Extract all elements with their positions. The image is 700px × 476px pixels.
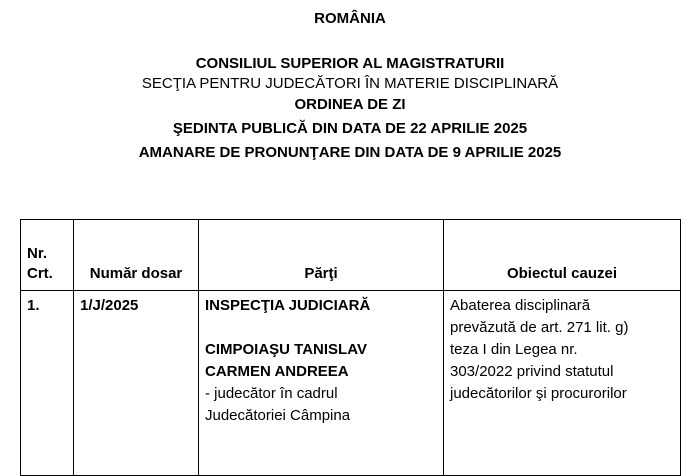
column-header-parties bbox=[199, 220, 444, 291]
section-title: SECŢIA PENTRU JUDECĂTORI ÎN MATERIE DISCIPLINARĂ bbox=[141, 75, 559, 92]
column-header-nr-line2: Crt. bbox=[27, 265, 53, 282]
column-header-file-number-label: Număr dosar bbox=[89, 265, 183, 282]
cell-subject bbox=[444, 291, 681, 476]
cell-parties bbox=[199, 291, 444, 476]
file-number: 1/J/2025 bbox=[80, 297, 139, 314]
table-header-row bbox=[21, 220, 681, 291]
column-header-file-number bbox=[74, 220, 199, 291]
column-header-parties-label: Părţi bbox=[304, 265, 338, 282]
agenda-title: ORDINEA DE ZI bbox=[294, 96, 406, 113]
column-header-subject bbox=[444, 220, 681, 291]
party-2-name-line1: CIMPOIAŞU TANISLAV bbox=[205, 341, 367, 358]
column-header-nr-line1: Nr. bbox=[27, 245, 48, 262]
row-nr: 1. bbox=[27, 297, 40, 314]
subject-line2: prevăzută de art. 271 lit. g) bbox=[450, 319, 629, 336]
party-1: INSPECŢIA JUDICIARĂ bbox=[205, 297, 371, 314]
subject-line5: judecătorilor şi procurorilor bbox=[450, 385, 627, 402]
column-header-nr bbox=[21, 220, 74, 291]
cell-file-number bbox=[74, 291, 199, 476]
session-title: ŞEDINTA PUBLICĂ DIN DATA DE 22 APRILIE 2025 bbox=[172, 120, 528, 137]
cell-nr bbox=[21, 291, 74, 476]
party-2-name-line2: CARMEN ANDREEA bbox=[205, 363, 349, 380]
subject-line1: Abaterea disciplinară bbox=[450, 297, 591, 314]
agenda-table bbox=[20, 219, 681, 476]
subject-line4: 303/2022 privind statutul bbox=[450, 363, 614, 380]
council-title: CONSILIUL SUPERIOR AL MAGISTRATURII bbox=[195, 55, 505, 72]
party-2-role-line2: Judecătoriei Câmpina bbox=[205, 407, 351, 424]
table-row bbox=[21, 291, 681, 476]
country-title: ROMÂNIA bbox=[314, 10, 386, 27]
party-2-role-line1: - judecător în cadrul bbox=[205, 385, 338, 402]
postponement-title: AMANARE DE PRONUNŢARE DIN DATA DE 9 APRILIE 2025 bbox=[138, 144, 562, 161]
subject-line3: teza I din Legea nr. bbox=[450, 341, 578, 358]
column-header-subject-label: Obiectul cauzei bbox=[506, 265, 618, 282]
